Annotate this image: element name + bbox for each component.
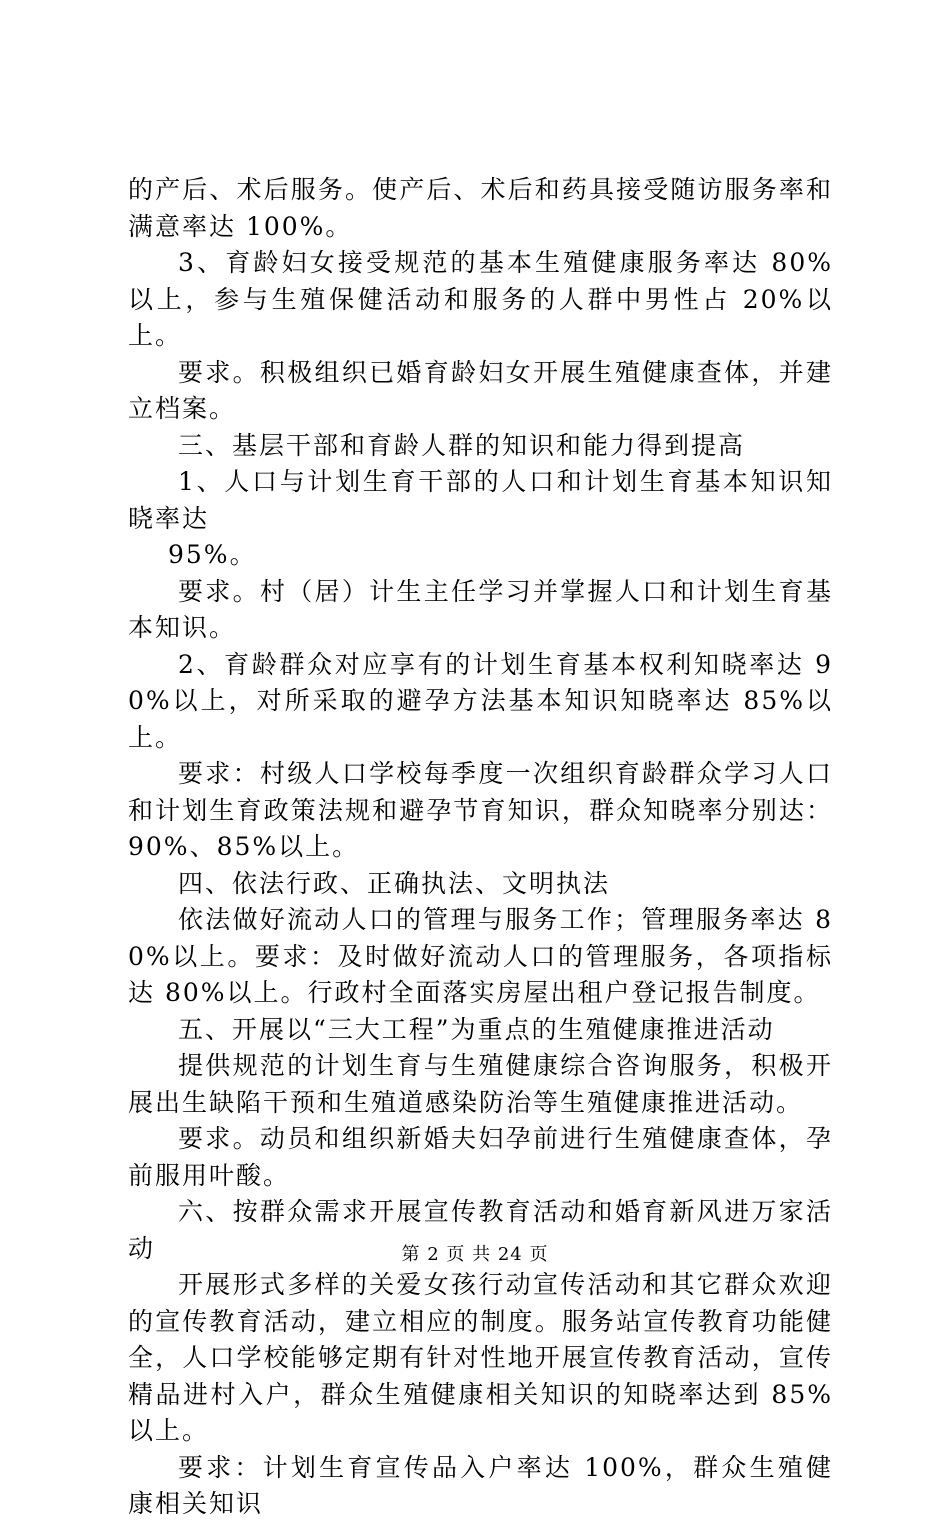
paragraph-8: 2、育龄群众对应享有的计划生育基本权利知晓率达 90%以上，对所采取的避孕方法基本知识知晓率达 85%以上。	[128, 649, 833, 752]
document-body	[128, 172, 833, 1523]
page-number-footer: 第 2 页 共 24 页	[401, 1244, 549, 1265]
paragraph-16: 开展形式多样的关爱女孩行动宣传活动和其它群众欢迎的宣传教育活动，建立相应的制度。服务站宣传教育功能健全，人口学校能够定期有针对性地开展宣传教育活动，宣传精品进村入户，群众生殖健康相关知识的知晓率达到 85%以上。	[128, 1270, 833, 1445]
section-heading-5: 五、开展以“三大工程”为重点的生殖健康推进活动	[178, 1014, 775, 1044]
paragraph-1: 的产后、术后服务。使产后、术后和药具接受随访服务率和满意率达 100%。	[128, 175, 833, 241]
section-heading-4: 四、依法行政、正确执法、文明执法	[178, 868, 611, 898]
paragraph-7: 要求。村（居）计生主任学习并掌握人口和计划生育基本知识。	[128, 576, 833, 642]
paragraph-2: 3、育龄妇女接受规范的基本生殖健康服务率达 80%以上，参与生殖保健活动和服务的人群中男性占 20%以上。	[128, 248, 833, 350]
paragraph-5: 1、人口与计划生育干部的人口和计划生育基本知识知晓率达	[128, 467, 833, 533]
paragraph-17: 要求：计划生育宣传品入户率达 100%，群众生殖健康相关知识	[128, 1452, 833, 1518]
paragraph-13: 提供规范的计划生育与生殖健康综合咨询服务，积极开展出生缺陷干预和生殖道感染防治等生殖健康推进活动。	[128, 1051, 833, 1117]
section-heading-6: 六、按群众需求开展宣传教育活动和婚育新风进万家活动	[128, 1197, 833, 1263]
paragraph-14: 要求。动员和组织新婚夫妇孕前进行生殖健康查体，孕前服用叶酸。	[128, 1124, 833, 1190]
paragraph-6: 95%。	[168, 540, 257, 569]
paragraph-11: 依法做好流动人口的管理与服务工作；管理服务率达 80%以上。要求：及时做好流动人口的管理服务，各项指标达 80%以上。行政村全面落实房屋出租户登记报告制度。	[128, 905, 833, 1007]
section-heading-3: 三、基层干部和育龄人群的知识和能力得到提高	[178, 430, 746, 460]
paragraph-9: 要求：村级人口学校每季度一次组织育龄群众学习人口和计划生育政策法规和避孕节育知识，群众知晓率分别达：90%、85%以上。	[128, 759, 833, 861]
paragraph-3: 要求。积极组织已婚育龄妇女开展生殖健康查体，并建立档案。	[128, 357, 833, 423]
